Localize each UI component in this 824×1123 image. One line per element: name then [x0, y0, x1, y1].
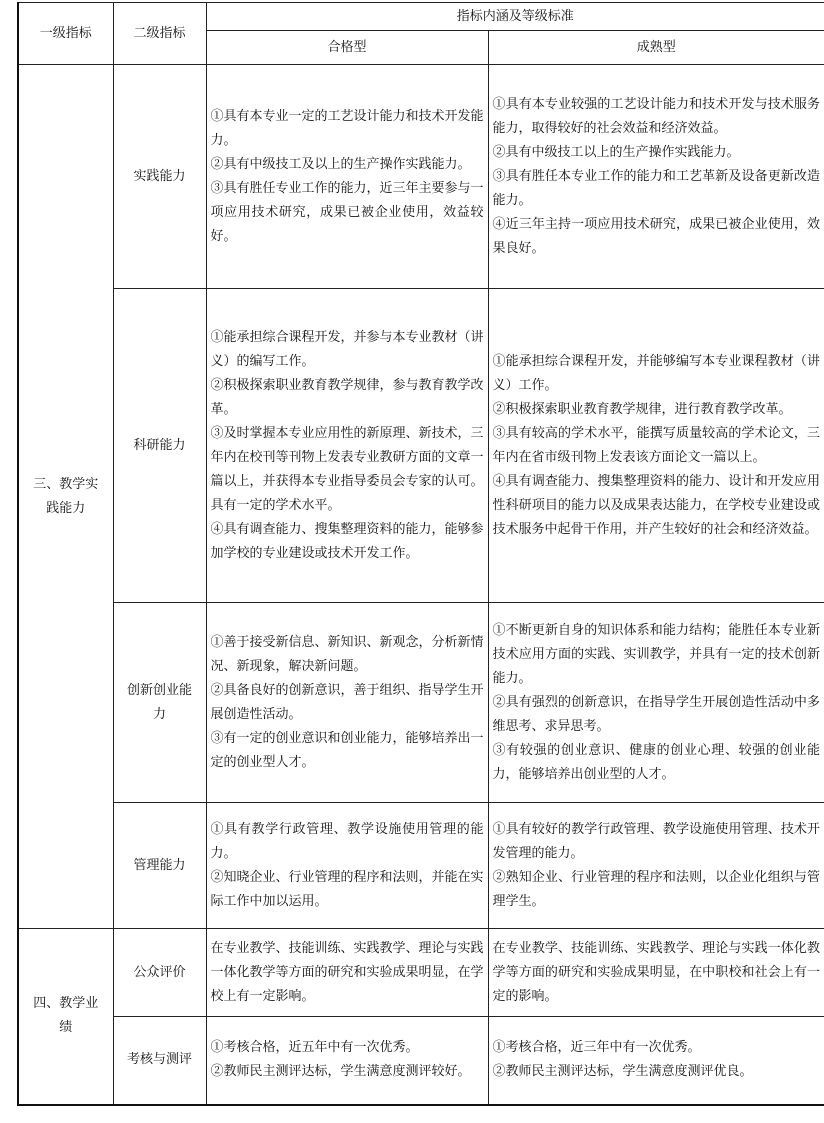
header-qualified: 合格型	[206, 31, 488, 65]
criteria-text: ③具有胜任本专业工作的能力和工艺革新及设备更新改造能力。	[492, 168, 821, 208]
criteria-text: ③有较强的创业意识、健康的创业心理、较强的创业能力，能够培养出创业型的人才。	[492, 742, 821, 782]
level1-cell: 三、教学实践能力	[18, 65, 113, 929]
criteria-text: ③及时掌握本专业应用性的新原理、新技术，三年内在校刊等刊物上发表专业教研方面的文章一篇以上，并获得本专业指导委员会专家的认可。具有一定的学术水平。	[210, 425, 484, 513]
criteria-text: ①考核合格，近五年中有一次优秀。	[210, 1040, 419, 1056]
criteria-text: ②知晓企业、行业管理的程序和法则，并能在实际工作中加以运用。	[210, 869, 484, 909]
criteria-text: ③具有较高的学术水平，能撰写质量较高的学术论文，三年内在省市级刊物上发表该方面论文一篇以上。	[492, 425, 821, 465]
level2-cell: 创新创业能力	[113, 603, 206, 803]
criteria-text: ②具有强烈的创新意识，在指导学生开展创造性活动中多维思考、求异思考。	[492, 694, 821, 734]
level2-cell: 考核与测评	[113, 1017, 206, 1105]
criteria-text: ④近三年主持一项应用技术研究，成果已被企业使用，效果良好。	[492, 216, 821, 256]
table-row	[18, 929, 824, 1017]
criteria-text: ①能承担综合课程开发，并参与本专业教材（讲义）的编写工作。	[210, 329, 484, 369]
level1-cell: 四、教学业绩	[18, 929, 113, 1105]
criteria-text: 在专业教学、技能训练、实践教学、理论与实践一体化教学等方面的研究和实验成果明显，在学校上有一定影响。	[210, 940, 484, 1004]
level2-cell: 管理能力	[113, 803, 206, 929]
qualified-cell	[206, 803, 488, 929]
criteria-table	[17, 2, 824, 1106]
criteria-text: ④具有调查能力、搜集整理资料的能力、设计和开发应用性科研项目的能力以及成果表达能力，在学校专业建设或技术服务中起骨干作用，并产生较好的社会和经济效益。	[492, 473, 821, 537]
level2-cell: 实践能力	[113, 65, 206, 289]
qualified-cell	[206, 929, 488, 1017]
criteria-text: ②具备良好的创新意识，善于组织、指导学生开展创造性活动。	[210, 682, 484, 722]
table-row	[18, 803, 824, 929]
criteria-text: ②熟知企业、行业管理的程序和法则，以企业化组织与管理学生。	[492, 869, 821, 909]
table-row	[18, 603, 824, 803]
criteria-text: ①具有本专业一定的工艺设计能力和技术开发能力。	[210, 108, 484, 148]
header-level2: 二级指标	[113, 3, 206, 65]
criteria-text: ④具有调查能力、搜集整理资料的能力，能够参加学校的专业建设或技术开发工作。	[210, 521, 484, 561]
criteria-text: ③具有胜任专业工作的能力，近三年主要参与一项应用技术研究，成果已被企业使用，效益较好。	[210, 180, 484, 244]
mature-cell	[488, 603, 824, 803]
criteria-text: ②积极探索职业教育教学规律，进行教育教学改革。	[492, 401, 792, 417]
criteria-text: ①具有较好的教学行政管理、教学设施使用管理、技术开发管理的能力。	[492, 821, 821, 861]
qualified-cell	[206, 1017, 488, 1105]
mature-cell	[488, 803, 824, 929]
mature-cell	[488, 1017, 824, 1105]
qualified-cell	[206, 603, 488, 803]
criteria-text: ①具有本专业较强的工艺设计能力和技术开发与技术服务能力，取得较好的社会效益和经济效益。	[492, 96, 821, 136]
criteria-text: ①善于接受新信息、新知识、新观念，分析新情况、新现象，解决新问题。	[210, 634, 484, 674]
level2-cell: 公众评价	[113, 929, 206, 1017]
criteria-text: ②教师民主测评达标，学生满意度测评优良。	[492, 1064, 753, 1080]
table-row	[18, 65, 824, 289]
criteria-text: ①不断更新自身的知识体系和能力结构；能胜任本专业新技术应用方面的实践、实训教学，并具有一定的技术创新能力。	[492, 622, 821, 686]
criteria-text: ②具有中级技工以上的生产操作实践能力。	[492, 144, 740, 160]
table-row	[18, 289, 824, 603]
criteria-text: ②具有中级技工及以上的生产操作实践能力。	[210, 156, 471, 172]
header-criteria: 指标内涵及等级标准	[206, 3, 824, 31]
criteria-text: ③有一定的创业意识和创业能力，能够培养出一定的创业型人才。	[210, 730, 484, 770]
level2-cell: 科研能力	[113, 289, 206, 603]
criteria-text: ②教师民主测评达标，学生满意度测评较好。	[210, 1064, 471, 1080]
table-row	[18, 1017, 824, 1105]
header-level1: 一级指标	[18, 3, 113, 65]
criteria-text: ①具有教学行政管理、教学设施使用管理的能力。	[210, 821, 484, 861]
mature-cell	[488, 929, 824, 1017]
mature-cell	[488, 289, 824, 603]
criteria-text: ①考核合格，近三年中有一次优秀。	[492, 1040, 701, 1056]
mature-cell	[488, 65, 824, 289]
criteria-text: ①能承担综合课程开发，并能够编写本专业课程教材（讲义）工作。	[492, 353, 821, 393]
criteria-text: 在专业教学、技能训练、实践教学、理论与实践一体化教学等方面的研究和实验成果明显，在中职校和社会上有一定的影响。	[492, 940, 821, 1004]
qualified-cell	[206, 289, 488, 603]
header-mature: 成熟型	[488, 31, 824, 65]
qualified-cell	[206, 65, 488, 289]
criteria-text: ②积极探索职业教育教学规律，参与教育教学改革。	[210, 377, 484, 417]
table-body	[18, 65, 824, 1105]
